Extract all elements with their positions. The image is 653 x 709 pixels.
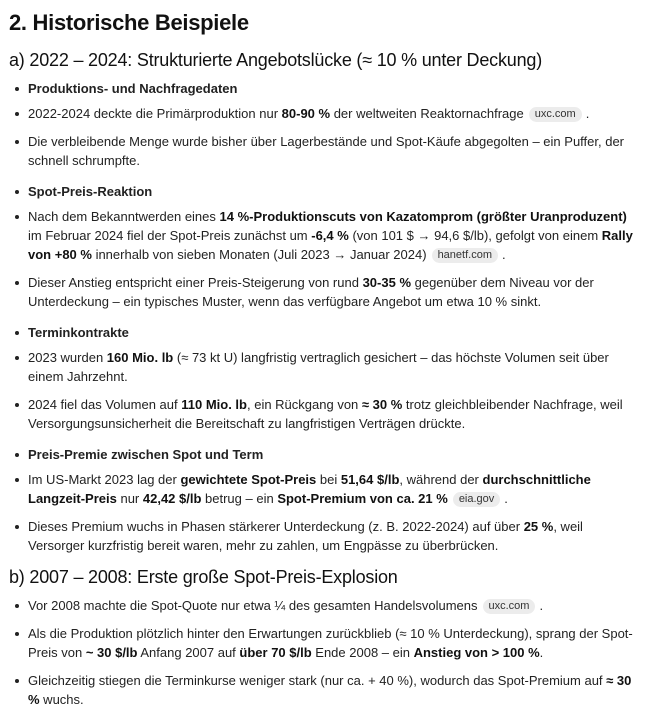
list-item [9,470,641,508]
bullet-icon [15,87,19,91]
bullet-icon [15,525,19,529]
text: . [539,598,544,613]
group-heading [9,79,641,98]
bold-text: 25 % [523,519,554,534]
text: Dieses Premium wuchs in Phasen stärkerer Unterdeckung (z. B. 2022-2024) auf über [28,519,524,534]
section-b-heading: b) 2007 – 2008: Erste große Spot-Preis-Explosion [9,567,398,587]
bold-text: Rally von +80 % [28,228,633,262]
list-item [9,273,641,311]
text: Als die Produktion plötzlich hinter den Erwartungen zurückblieb (≈ 10 % Unterdeckung), sprang der Spot-Preis von [28,626,633,660]
text: . [501,247,506,262]
group-heading-text: Preis-Premie zwischen Spot und Term [28,447,264,462]
bullet-icon [15,190,19,194]
list-item [9,132,641,170]
source-citation-link[interactable]: eia.gov [453,492,500,507]
bold-text: -6,4 % [311,228,349,243]
text: wuchs. [39,692,84,707]
bold-text: ≈ 30 % [361,397,403,412]
group-heading-text: Spot-Preis-Reaktion [28,184,153,199]
group-heading [9,445,641,464]
list-item [9,624,641,662]
text: Im US-Markt 2023 lag der [28,472,181,487]
text: . [585,106,590,121]
text: der weltweiten Reaktornachfrage [330,106,524,121]
list-item [9,348,641,386]
bold-text: Spot-Premium von ca. 21 % [277,491,448,506]
bullet-icon [15,331,19,335]
list-item [9,104,641,123]
list-item [9,517,641,555]
group-heading-text: Produktions- und Nachfragedaten [28,81,238,96]
section-b-list [9,596,641,709]
text: gegenüber dem Niveau vor der Unterdeckung – ein typisches Muster, wenn das verfügbare Angebot um etwa 10 % sinkt. [28,275,594,309]
bullet-icon [15,403,19,407]
bold-text: durchschnittliche Langzeit-Preis [28,472,591,506]
group-heading [9,182,641,201]
bullet-icon [15,679,19,683]
bold-text: 51,64 $/lb [340,472,400,487]
bold-text: 110 Mio. lb [181,397,247,412]
text: 2024 fiel das Volumen auf [28,397,182,412]
section-a-list [9,79,641,555]
text: (von 101 $ → 94,6 $/lb), gefolgt von einem [348,228,602,243]
bold-text: 80-90 % [281,106,331,121]
bold-text: Anstieg von > 100 % [413,645,540,660]
bullet-icon [15,281,19,285]
bold-text: 30-35 % [362,275,411,290]
text: , weil Versorger kurzfristig bereit waren, mehr zu zahlen, um Engpässe zu überbrücken. [28,519,583,553]
bullet-icon [15,112,19,116]
bullet-icon [15,215,19,219]
text: 2022-2024 deckte die Primärproduktion nur [28,106,282,121]
bold-text: 14 %-Produktionscuts von Kazatomprom (größter Uranproduzent) [219,209,627,224]
text: , ein Rückgang von [246,397,362,412]
text: nur [116,491,143,506]
text: bei [316,472,341,487]
text: Nach dem Bekanntwerden eines [28,209,220,224]
text: Dieser Anstieg entspricht einer Preis-Steigerung von rund [28,275,363,290]
bold-text: ~ 30 $/lb [85,645,138,660]
text: Anfang 2007 auf [137,645,240,660]
text: 2023 wurden [28,350,107,365]
bullet-icon [15,453,19,457]
text: im Februar 2024 fiel der Spot-Preis zunächst um [28,228,312,243]
source-citation-link[interactable]: uxc.com [529,107,582,122]
text: Gleichzeitig stiegen die Terminkurse weniger stark (nur ca. + 40 %), wodurch das Spot-Premium auf [28,673,607,688]
page-title: 2. Historische Beispiele [9,10,249,35]
text: , während der [399,472,483,487]
source-citation-link[interactable]: hanetf.com [432,248,498,263]
bullet-icon [15,140,19,144]
group-heading-text: Terminkontrakte [28,325,129,340]
text: Vor 2008 machte die Spot-Quote nur etwa ¼ des gesamten Handelsvolumens [28,598,478,613]
bullet-icon [15,632,19,636]
list-item [9,207,641,264]
bullet-icon [15,478,19,482]
bold-text: über 70 $/lb [239,645,312,660]
list-item [9,395,641,433]
text: trotz gleichbleibender Nachfrage, weil Versorgungsunsicherheit die Bereitschaft zu langfristigen Verträgen drückte. [28,397,623,431]
bold-text: gewichtete Spot-Preis [180,472,317,487]
list-item [9,671,641,709]
text: Die verbleibende Menge wurde bisher über Lagerbestände und Spot-Käufe abgegolten – ein Puffer, der schnell schrumpfte. [28,134,625,168]
bullet-icon [15,356,19,360]
list-item [9,596,641,615]
text: . [504,491,508,506]
text: . [539,645,544,660]
bullet-icon [15,604,19,608]
text: innerhalb von sieben Monaten (Juli 2023 → Januar 2024) [91,247,427,262]
text: betrug – ein [201,491,278,506]
text: Ende 2008 – ein [311,645,414,660]
section-a-heading: a) 2022 – 2024: Strukturierte Angebotslücke (≈ 10 % unter Deckung) [9,50,542,70]
bold-text: ≈ 30 % [28,673,632,707]
group-heading [9,323,641,342]
bold-text: 42,42 $/lb [142,491,202,506]
bold-text: 160 Mio. lb [106,350,174,365]
source-citation-link[interactable]: uxc.com [483,599,536,614]
text: (≈ 73 kt U) langfristig vertraglich gesichert – das höchste Volumen seit über einem Jahrzehnt. [28,350,609,384]
